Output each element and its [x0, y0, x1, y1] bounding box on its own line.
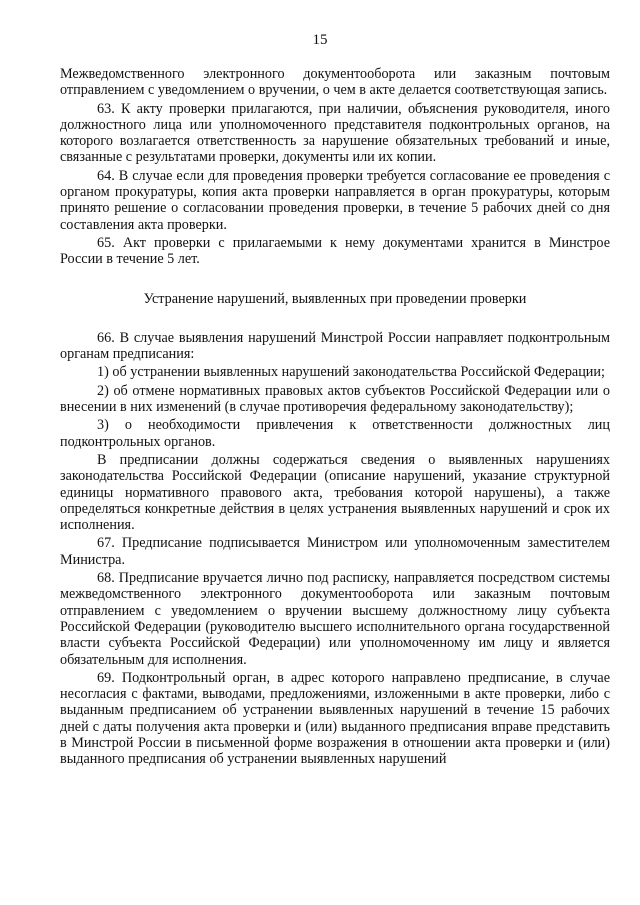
list-item-1: 1) об устранении выявленных нарушений законодательства Российской Федерации; [97, 364, 605, 381]
page-number: 15 [312, 32, 328, 48]
paragraph-prescription-content: В предписании должны содержаться сведения о выявленных нарушениях законодательства Российской Федерации (описание нарушений, указание структурной единицы нормативного правового акта, требования которой нарушены), а также определяться конкретные действия в целях устранения выявленных нарушений и срок их исполнения. [60, 451, 610, 534]
document-body [60, 66, 610, 770]
paragraph-66: 66. В случае выявления нарушений Минстрой России направляет подконтрольным органам предписания: [60, 329, 610, 363]
section-heading: Устранение нарушений, выявленных при проведении проверки [143, 290, 527, 307]
paragraph-65: 65. Акт проверки с прилагаемыми к нему документами хранится в Минстрое России в течение 5 лет. [60, 234, 610, 268]
list-item-3: 3) о необходимости привлечения к ответственности должностных лиц подконтрольных органов. [60, 417, 610, 450]
paragraph-63: 63. К акту проверки прилагаются, при наличии, объяснения руководителя, иного должностного лица или уполномоченного представителя подконтрольных органов, на которого возлагается ответственность за нарушение обязательных требований и иные, связанные с результатами проверки, документы или их копии. [60, 100, 610, 166]
paragraph-68: 68. Предписание вручается лично под расписку, направляется посредством системы межведомственного электронного документооборота или заказным почтовым отправлением с уведомлением о вручении высшему должностному лицу субъекта Российской Федерации (руководителю высшего исполнительного органа государственной власти субъекта Российской Федерации) или уполномоченному им лицу и является обязательным для исполнения. [60, 570, 610, 668]
list-item-2: 2) об отмене нормативных правовых актов субъектов Российской Федерации или о внесении в них изменений (в случае противоречия федеральному законодательству); [60, 382, 610, 416]
paragraph-continuation: Межведомственного электронного документооборота или заказным почтовым отправлением с уведомлением о вручении, о чем в акте делается соответствующая запись. [60, 66, 610, 99]
paragraph-67: 67. Предписание подписывается Министром или уполномоченным заместителем Министра. [60, 535, 610, 568]
paragraph-69: 69. Подконтрольный орган, в адрес которого направлено предписание, в случае несогласия с фактами, выводами, предложениями, изложенными в акте проверки, либо с выданным предписанием об устранении выявленных нарушений в течение 15 рабочих дней с даты получения акта проверки и (или) выданного предписания вправе представить в Минстрой России в письменной форме возражения в отношении акта проверки и (или) выданного предписания об устранении выявленных нарушений [60, 669, 610, 768]
paragraph-64: 64. В случае если для проведения проверки требуется согласование ее проведения с органом прокуратуры, копия акта проверки направляется в орган прокуратуры, которым принято решение о согласовании проведения проверки, в течение 5 рабочих дней со дня составления акта проверки. [60, 167, 610, 233]
